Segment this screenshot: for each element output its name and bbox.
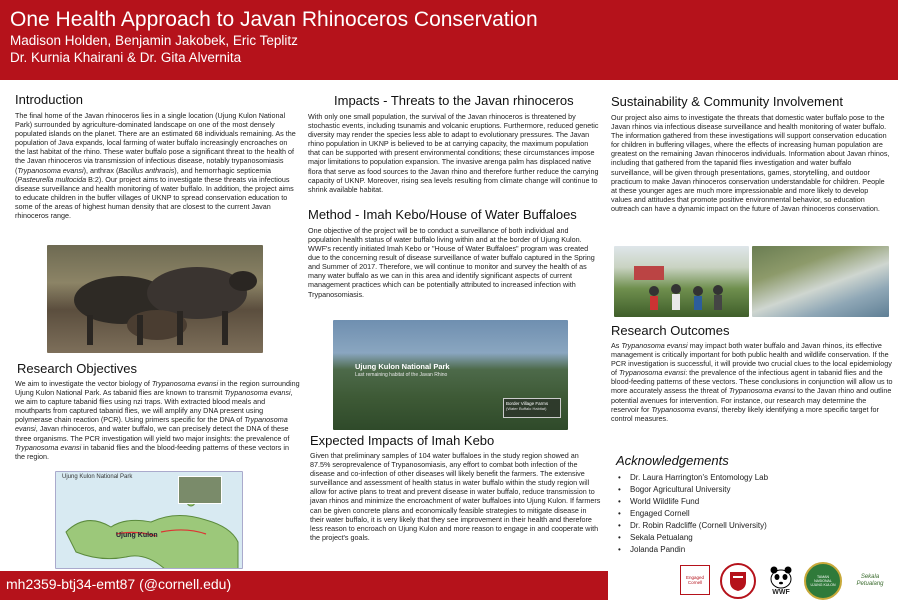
wwf-logo: WWF: [764, 563, 798, 599]
park-photo-sublabel: Last remaining habitat of the Javan Rhino: [355, 372, 448, 378]
ack-item: • Bogor Agricultural University: [616, 484, 876, 496]
farms-label-box: [503, 398, 561, 418]
map-place-label: Ujung Kulon: [116, 532, 158, 539]
column-left: [15, 86, 298, 220]
introduction-heading: Introduction: [15, 92, 83, 107]
people-icon: [614, 246, 749, 317]
method-heading: Method - Imah Kebo/House of Water Buffaloes: [308, 206, 577, 222]
ujung-kulon-map: [55, 471, 243, 569]
cornell-shield-icon: [726, 569, 750, 593]
cornell-seal-logo: [720, 563, 756, 599]
acknowledgements-list: [616, 472, 876, 556]
ack-item: • Jolanda Pandin: [616, 544, 876, 556]
panda-icon: [768, 565, 794, 589]
ack-item: • Sekala Petualang: [616, 532, 876, 544]
acknowledgements-heading: Acknowledgements: [616, 453, 729, 468]
sustainability-text: Our project also aims to investigate the threats that domestic water buffalo pose to the Javan rhinos via infectious disease surveillance and health monitoring of water buffalo. The information gathered from these investigations will support conservation education for children in buffering villages, where the effects of increasing human population are greatest on the remaining Javan rhinoceros individuals. Information about Javan rhinos, including that gathered from the tapanid flies investigation and water buffalo surveillance, will be given through presentations, games, storytelling, and outdoor practicum to make Javan rhinoceros conservation understandable for children. People at these younger ages are much more impressionable and more likely to develop values and attitudes that promote positive environmental behavior, so education outreach can have a dynamic impact on the future of Javan rhinoceros conservation.: [611, 113, 890, 213]
introduction-text: The final home of the Javan rhinoceros lies in a single location (Ujung Kulon National Park) surrounded by agriculture-dominated landscape on one of the most densely populated islands on the planet. There are an estimated 68 individuals remaining. As the population of Java expands, local farming of water buffalo increasingly encroaches on the last habitat of the rhino. These water buffalo pose a significant threat to the health of the Javan rhinoceros via transmission of infectious disease, notably trypanosomiasis (Trypanosoma evansi), anthrax (Bacillus anthracis), and hemorrhagic septicemia (Pasteurella multocida B:2). Our project aims to investigate these threats via infectious disease surveillance and health monitoring of water buffalo. In addition, the project aims to educate children in the buffer villages of UKNP to spread conservation education to some of the areas of highest human density that are closest to the current Javan rhinoceros range.: [15, 111, 296, 221]
farms-sublabel: (Water Buffalo Habitat): [506, 406, 547, 411]
ujung-kulon-park-logo: TAMAN NASIONAL UJUNG KULON: [804, 562, 842, 600]
authors-line-1: Madison Holden, Benjamin Jakobek, Eric Teplitz: [10, 33, 298, 48]
outcomes-section: [611, 323, 893, 423]
poster-footer: [0, 571, 608, 600]
sustainability-heading: Sustainability & Community Involvement: [611, 94, 843, 109]
ack-item: • Dr. Laura Harrington's Entomology Lab: [616, 472, 876, 484]
column-middle: [308, 86, 599, 299]
buffalo-silhouette-icon: [47, 245, 263, 353]
expected-section: [310, 433, 601, 542]
ack-item: • Engaged Cornell: [616, 508, 876, 520]
expected-text: Given that preliminary samples of 104 water buffaloes in the study region showed an 87.5% seroprevalence of Trypanosomiasis, any effort to combat both infection of the disease and co-infection of other diseases will likely benefit the farmers. The extensive surveillance and assessment of health status in water buffalo within the study region will allow for active plans to treat and prevent disease in water buffalo, reduce transmission to javan rhinos and minimize the encroachment of water buffaloes into Ujung Kulon. If farmers can be given concrete plans and economically feasible strategies to mitigate disease in their water buffalo, it is very likely that they see improvement in their health and therefore less reason to encroach on Ujung Kulon and more reason to engage in and cooperate with the project's goals.: [310, 451, 601, 542]
expected-heading: Expected Impacts of Imah Kebo: [310, 433, 495, 448]
objectives-section: [15, 361, 300, 461]
threats-heading: Impacts - Threats to the Javan rhinoceros: [334, 93, 574, 108]
column-right: [608, 86, 890, 213]
coast-photo: [752, 246, 889, 317]
ack-item: • Dr. Robin Radcliffe (Cornell University): [616, 520, 876, 532]
objectives-heading: Research Objectives: [17, 361, 137, 376]
inset-photo: [178, 476, 222, 504]
method-text: One objective of the project will be to conduct a surveillance of both individual and population health status of water buffalo living within and at the border of Ujung Kulon. WWF's recently initiated Imah Kebo or "House of Water Buffaloes" program was created due to the concerning result of disease surveillance of water buffalo captured in the Spring and Summer of 2017. Therefore, we will continue to monitor and survey the health of as many water buffalo as we can in this area and identify significant aspects of current management practices which can be potentially attributed to increased infection with Trypanosomiasis.: [308, 225, 595, 299]
buffalo-photo: [47, 245, 263, 353]
poster-title: One Health Approach to Javan Rhinoceros Conservation: [10, 8, 538, 31]
outcomes-text: As Trypanosoma evansi may impact both water buffalo and Javan rhinos, its effective management is critically important for both public health and wildlife conservation. If the PCR investigation is successful, it will provide two crucial clues to the local epidemiology of Trypanosoma evansi: the prevalence of the infectious agent in tabanid flies and the blood-feeding patterns of these vectors. These conclusions in conjunction will allow us to more accurately assess the threat of Trypanosoma evansi to the Javan rhino and outline potential avenues for intervention. For instance, our research may determine the reservoir for Trypanosoma evansi, thereby likely identifying a more specific target for control measures.: [611, 341, 893, 423]
sekala-petualang-logo: Sekala Petualang: [856, 574, 884, 587]
map-title: Ujung Kulon National Park: [62, 474, 133, 480]
outcomes-heading: Research Outcomes: [611, 323, 730, 338]
park-photo: [333, 320, 568, 430]
ack-item: • World Wildlife Fund: [616, 496, 876, 508]
community-photo-1: [614, 246, 749, 317]
threats-text: With only one small population, the survival of the Javan rhinoceros is threatened by stochastic events, including tsunamis and volcanic eruptions. Furthermore, reduced genetic diversity may render the species less able to adapt to evolutionary pressures. The Javan rhino population in UKNP is believed to be at carrying capacity, the maximum population that can be supported with present environmental conditions; these circumstances impose major limitations to population expansion. The invasive arenga palm has displaced native flora that serve as food sources to the Javan rhino and therefore further reduce the carrying capacity of UKNP. Moreover, rising sea levels resulting from climate change will continue to shrink available habitat.: [308, 112, 599, 194]
contact-email: mh2359-btj34-emt87 (@cornell.edu): [6, 576, 232, 592]
authors-line-2: Dr. Kurnia Khairani & Dr. Gita Alvernita: [10, 50, 242, 65]
farms-label: Border Village Farms: [506, 401, 549, 406]
engaged-cornell-logo: Engaged Cornell: [680, 565, 710, 595]
park-photo-label: Ujung Kulon National Park: [355, 362, 450, 371]
poster-header: [0, 0, 898, 80]
objectives-text: We aim to investigate the vector biology of Trypanosoma evansi in the region surrounding Ujung Kulon National Park. As tabanid flies are known to transmit Trypanosoma evansi, we aim to capture tabanid flies using nzi traps. With extracted blood meals and mouthparts from captured tabanid flies, we will amplify any DNA present using polymerase chain reaction (PCR). Using primers specific for the DNA of Trypanosoma evansi, Javan rhinoceros, and water buffalo, we can precisely detect the DNA of these three organisms. The PCR investigation will yield two major insights: the prevalence of Trypanosoma evansi in tabanid flies and the blood-feeding patterns of these vectors in the region.: [15, 379, 300, 461]
acknowledgements-section: [616, 453, 876, 556]
